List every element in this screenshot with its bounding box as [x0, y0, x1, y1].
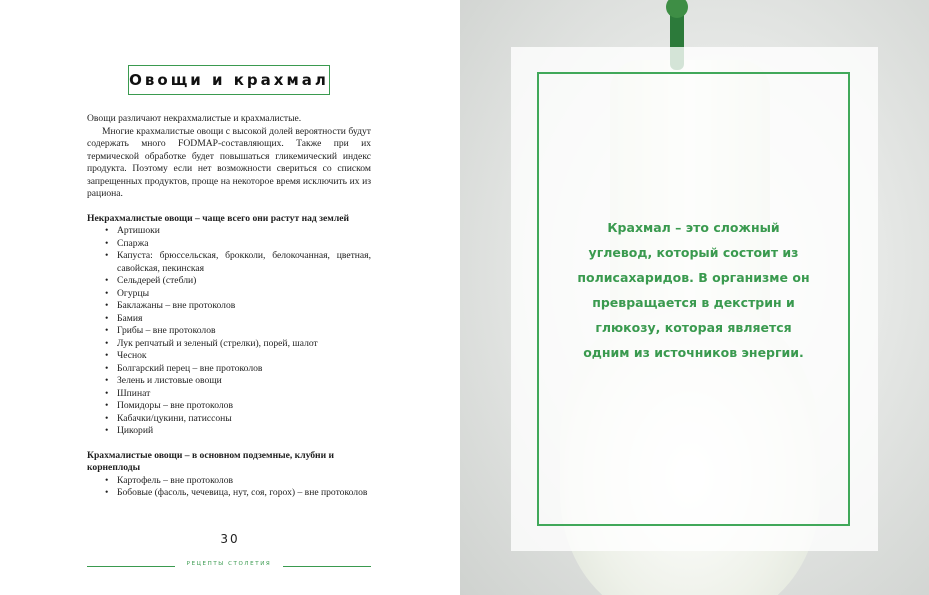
list-item: • Грибы – вне протоколов — [105, 325, 371, 338]
list-item: • Бамия — [105, 313, 371, 326]
page-title: Овощи и крахмал — [129, 71, 329, 89]
page-number: 30 — [220, 532, 240, 546]
intro-text: Овощи различают некрахмалистые и крахмалистые. — [87, 113, 302, 124]
list-item: • Картофель – вне протоколов — [105, 475, 371, 488]
starchy-list — [105, 475, 371, 500]
page-content — [87, 113, 371, 500]
fennel-stem-tip — [666, 0, 688, 18]
list-item: • Баклажаны – вне протоколов — [105, 300, 371, 313]
non-starchy-heading: Некрахмалистые овощи – чаще всего они растут над землей — [87, 212, 349, 224]
list-item: • Сельдерей (стебли) — [105, 275, 371, 288]
list-item: • Зелень и листовые овощи — [105, 375, 371, 388]
list-item: • Лук репчатый и зеленый (стрелки), порей, шалот — [105, 338, 371, 351]
left-page — [0, 0, 460, 595]
body-paragraph: Многие крахмалистые овощи с высокой долей вероятности будут содержать много FODMAP-составляющих. Также при их термической обработке будет повышаться гликемический индекс продукта. Поэтому если нет возможности свериться со списком запрещенных продуктов, проще на некоторое время исключить их из рациона. — [87, 125, 371, 199]
starchy-heading: Крахмалистые овощи – в основном подземные, клубни и корнеплоды — [87, 449, 335, 473]
list-item: • Кабачки/цукини, патиссоны — [105, 413, 371, 426]
list-item: • Цикорий — [105, 425, 371, 438]
title-box — [128, 65, 330, 95]
right-page — [460, 0, 929, 595]
list-item: • Шпинат — [105, 388, 371, 401]
list-item: • Спаржа — [105, 238, 371, 251]
list-item: • Артишоки — [105, 225, 371, 238]
list-item: • Огурцы — [105, 288, 371, 301]
list-item: • Бобовые (фасоль, чечевица, нут, соя, горох) – вне протоколов — [105, 487, 371, 500]
footer-divider-right — [283, 566, 371, 567]
list-item: • Болгарский перец – вне протоколов — [105, 363, 371, 376]
footer-title: РЕЦЕПТЫ СТОЛЕТИЯ — [186, 561, 272, 567]
non-starchy-list — [105, 225, 371, 438]
quote-text: Крахмал – это сложный углевод, который состоит из полисахаридов. В организме он превращается в декстрин и глюкозу, которая является одним из источников энергии. — [577, 220, 810, 360]
quote-card — [511, 47, 878, 551]
list-item: • Капуста: брюссельская, брокколи, белокочанная, цветная, савойская, пекинская — [105, 250, 371, 275]
list-item: • Чеснок — [105, 350, 371, 363]
list-item: • Помидоры – вне протоколов — [105, 400, 371, 413]
page-footer — [87, 561, 371, 573]
